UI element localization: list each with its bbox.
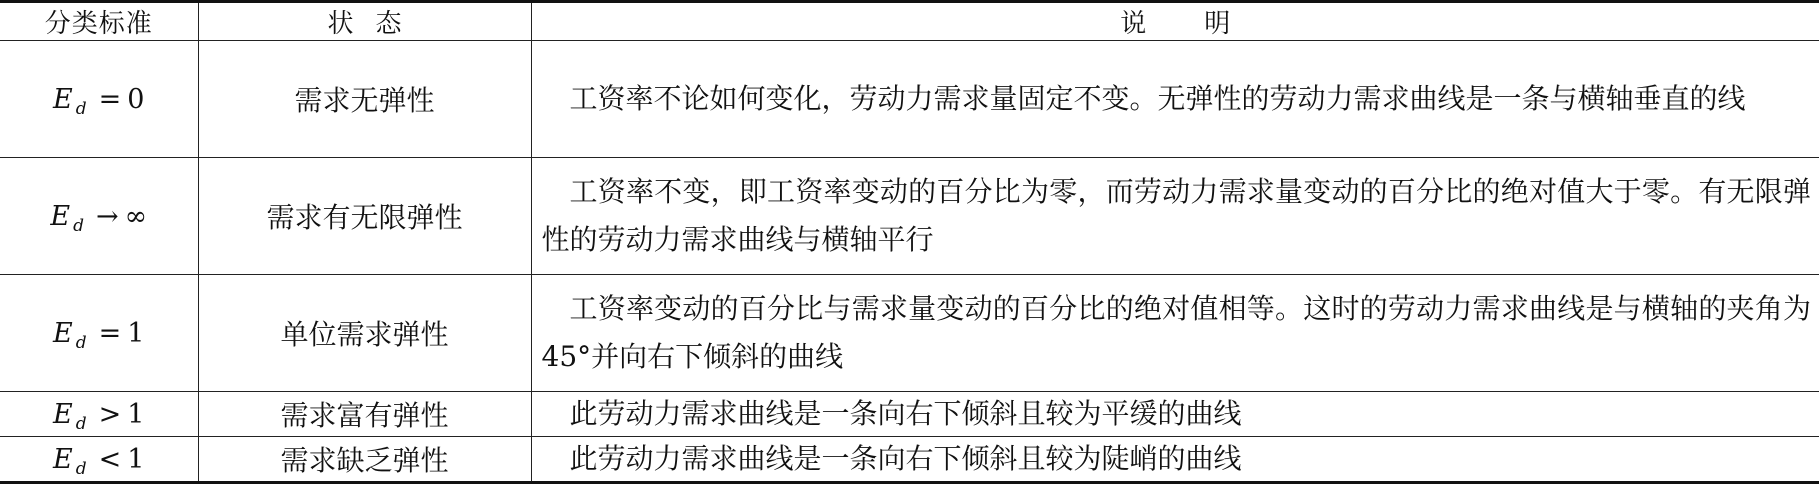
condition-variable: E	[53, 317, 73, 349]
condition-variable: E	[50, 200, 71, 232]
condition-subscript: d	[75, 98, 87, 119]
condition-subscript: d	[75, 413, 87, 434]
condition-value: ∞	[124, 200, 148, 232]
header-classification: 分类标准	[0, 2, 198, 41]
condition-variable: E	[53, 398, 73, 430]
condition-cell	[0, 392, 198, 437]
condition-operator: =	[98, 83, 122, 115]
condition-cell	[0, 41, 198, 158]
condition-operator: →	[95, 200, 119, 232]
table-body	[0, 41, 1819, 483]
condition-variable: E	[53, 443, 73, 475]
table-row	[0, 392, 1819, 437]
header-row	[0, 2, 1819, 41]
condition-value: 1	[127, 317, 145, 349]
description-cell: 工资率不论如何变化，劳动力需求量固定不变。无弹性的劳动力需求曲线是一条与横轴垂直的线	[531, 41, 1819, 158]
condition-cell	[0, 275, 198, 392]
description-cell: 工资率不变，即工资率变动的百分比为零，而劳动力需求量变动的百分比的绝对值大于零。有无限弹性的劳动力需求曲线与横轴平行	[531, 158, 1819, 275]
header-description: 说明	[531, 2, 1819, 41]
table-row	[0, 275, 1819, 392]
state-cell: 需求富有弹性	[198, 392, 531, 437]
condition-operator: >	[98, 398, 122, 430]
condition-subscript: d	[73, 215, 84, 236]
state-cell: 需求缺乏弹性	[198, 437, 531, 483]
condition-value: 0	[127, 83, 145, 115]
condition-subscript: d	[75, 458, 87, 479]
table-row	[0, 158, 1819, 275]
condition-value: 1	[127, 443, 145, 475]
state-cell: 需求有无限弹性	[198, 158, 531, 275]
table-row	[0, 41, 1819, 158]
condition-cell	[0, 158, 198, 275]
header-state: 状态	[198, 2, 531, 41]
table-row	[0, 437, 1819, 483]
state-cell: 需求无弹性	[198, 41, 531, 158]
condition-operator: <	[98, 443, 122, 475]
condition-cell	[0, 437, 198, 483]
state-cell: 单位需求弹性	[198, 275, 531, 392]
description-cell: 此劳动力需求曲线是一条向右下倾斜且较为平缓的曲线	[531, 392, 1819, 437]
condition-variable: E	[53, 83, 73, 115]
condition-operator: =	[98, 317, 122, 349]
description-cell: 此劳动力需求曲线是一条向右下倾斜且较为陡峭的曲线	[531, 437, 1819, 483]
description-cell: 工资率变动的百分比与需求量变动的百分比的绝对值相等。这时的劳动力需求曲线是与横轴的夹角为45°并向右下倾斜的曲线	[531, 275, 1819, 392]
condition-subscript: d	[75, 332, 87, 353]
table-header	[0, 2, 1819, 41]
condition-value: 1	[127, 398, 145, 430]
